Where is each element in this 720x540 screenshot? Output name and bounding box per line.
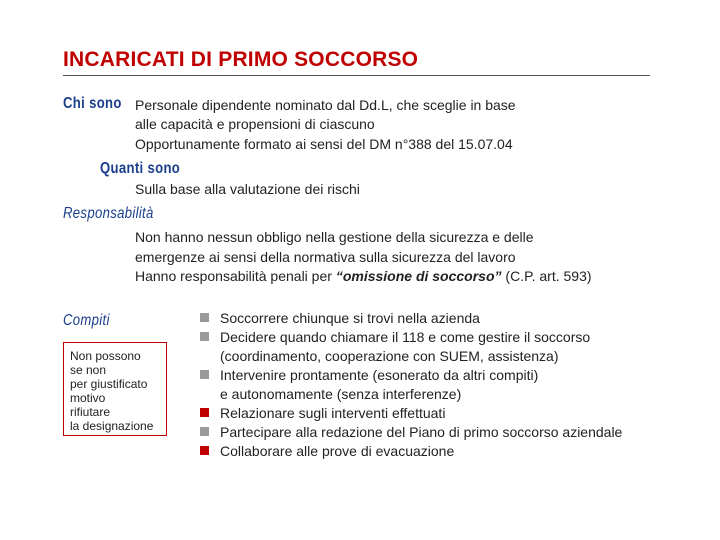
responsabilita-line-2: emergenze ai sensi della normativa sulla sicurezza del lavoro bbox=[135, 249, 516, 265]
bullet-text: e autonomamente (senza interferenze) bbox=[220, 386, 462, 402]
quanti-sono-heading: Quanti sono bbox=[100, 160, 181, 177]
chi-sono-heading: Chi sono bbox=[63, 95, 122, 112]
quanti-sono-line-1: Sulla base alla valutazione dei rischi bbox=[135, 181, 360, 197]
bullet-text: Partecipare alla redazione del Piano di primo soccorso aziendale bbox=[220, 424, 623, 440]
square-bullet-icon bbox=[200, 370, 209, 379]
responsabilita-line-3 bbox=[135, 267, 592, 286]
responsabilita-line-3-prefix: Hanno responsabilità penali per bbox=[135, 268, 336, 284]
compiti-heading: Compiti bbox=[63, 312, 110, 329]
note-line: Non possono bbox=[70, 349, 141, 363]
square-bullet-icon bbox=[200, 332, 209, 341]
note-line: rifiutare bbox=[70, 405, 111, 419]
title-divider bbox=[63, 75, 650, 76]
bullet-text: Decidere quando chiamare il 118 e come gestire il soccorso bbox=[220, 329, 591, 345]
bullet-text: (coordinamento, cooperazione con SUEM, assistenza) bbox=[220, 348, 559, 364]
omissione-di-soccorso-emphasis: “omissione di soccorso” bbox=[335, 268, 502, 284]
note-line: motivo bbox=[70, 391, 106, 405]
square-bullet-icon bbox=[200, 408, 209, 417]
bullet-text: Intervenire prontamente (esonerato da altri compiti) bbox=[220, 367, 539, 383]
bullet-text: Relazionare sugli interventi effettuati bbox=[220, 405, 446, 421]
bullet-text: Soccorrere chiunque si trovi nella azienda bbox=[220, 310, 480, 326]
page-title: INCARICATI DI PRIMO SOCCORSO bbox=[63, 48, 419, 71]
note-line: la designazione bbox=[70, 419, 154, 433]
bullet-text: Collaborare alle prove di evacuazione bbox=[220, 443, 455, 459]
responsabilita-line-3-suffix: (C.P. art. 593) bbox=[501, 268, 592, 284]
chi-sono-line-3: Opportunamente formato ai sensi del DM n°388 del 15.07.04 bbox=[135, 136, 513, 152]
note-line: per giustificato bbox=[70, 377, 148, 391]
square-bullet-icon bbox=[200, 313, 209, 322]
responsabilita-heading: Responsabilità bbox=[63, 205, 154, 222]
chi-sono-line-2: alle capacità e propensioni di ciascuno bbox=[135, 116, 375, 132]
note-line: se non bbox=[70, 363, 107, 377]
square-bullet-icon bbox=[200, 427, 209, 436]
chi-sono-line-1: Personale dipendente nominato dal Dd.L, che sceglie in base bbox=[135, 97, 516, 113]
designation-note-box bbox=[63, 342, 167, 436]
square-bullet-icon bbox=[200, 446, 209, 455]
responsabilita-line-1: Non hanno nessun obbligo nella gestione della sicurezza e delle bbox=[135, 229, 534, 245]
